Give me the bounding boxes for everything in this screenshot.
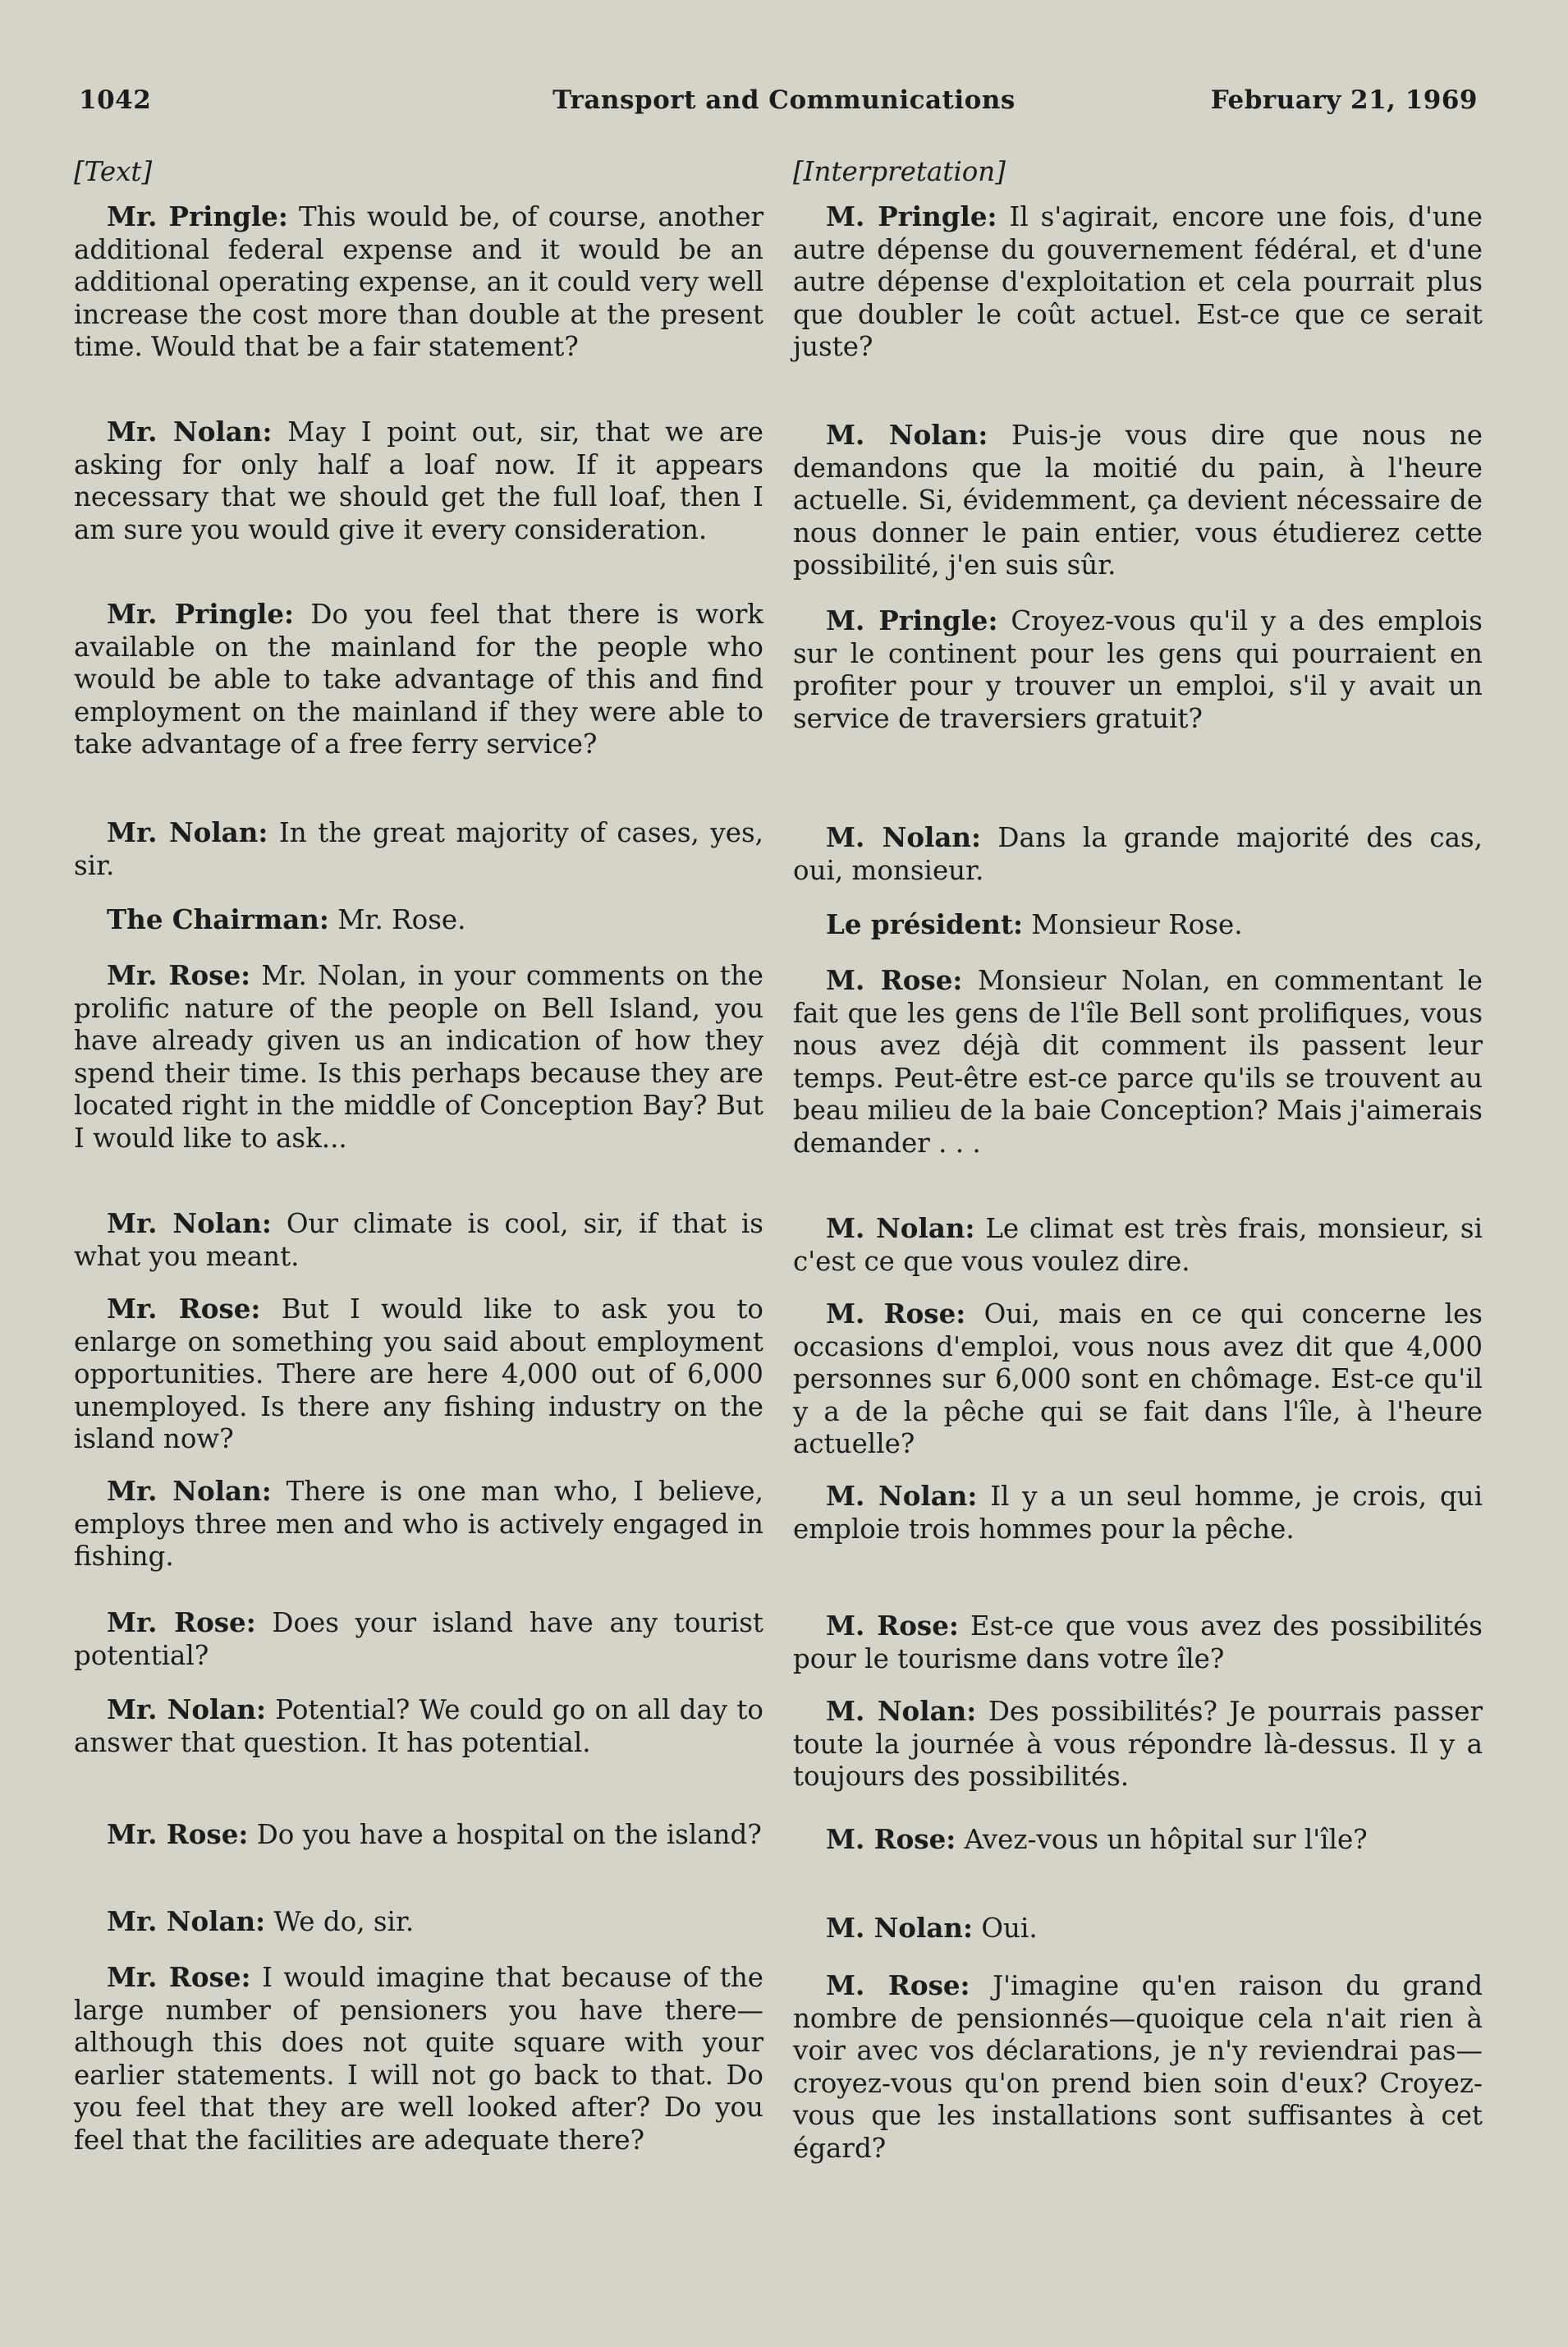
paragraph: [74, 1606, 763, 1672]
french-column: [793, 156, 1483, 2164]
speech-text: May I point out, sir, that we are asking for only half a loaf now. If it appears necessary that we should get the full loaf, then I am sure you would give it every consideration.: [74, 416, 763, 545]
running-title: Transport and Communications: [552, 85, 1016, 115]
speaker-name: M. Pringle:: [826, 200, 997, 232]
column-label-text: [Text]: [74, 156, 153, 187]
speaker-name: M. Nolan:: [826, 419, 988, 451]
speaker-name: Le président:: [826, 908, 1024, 940]
speaker-name: M. Nolan:: [826, 1212, 975, 1244]
speaker-name: Mr. Rose:: [107, 1293, 261, 1325]
speech-text: Do you have a hospital on the island?: [256, 1819, 762, 1850]
speaker-name: Mr. Pringle:: [107, 598, 295, 630]
paragraph: [793, 821, 1483, 887]
paragraph: [793, 1212, 1483, 1278]
speech-text: Our climate is cool, sir, if that is what you meant.: [74, 1208, 763, 1272]
paragraph: [793, 1695, 1483, 1794]
speech-text: Croyez-vous qu'il y a des emplois sur le continent pour les gens qui pourraient en profiter pour y trouver un emploi, s'il y avait un service de traversiers gratuit?: [793, 605, 1483, 734]
speaker-name: Mr. Nolan:: [107, 1693, 267, 1725]
speaker-name: Mr. Rose:: [107, 1818, 249, 1850]
speaker-name: M. Nolan:: [826, 1695, 977, 1727]
speaker-name: Mr. Rose:: [107, 1606, 256, 1638]
speech-text: Des possibilités? Je pourrais passer toute la journée à vous répondre là-dessus. Il y a toujours des possibilités.: [793, 1696, 1483, 1792]
speech-text: Il y a un seul homme, je crois, qui emploie trois hommes pour la pêche.: [793, 1481, 1483, 1545]
speaker-name: Mr. Nolan:: [107, 416, 273, 448]
speech-text: This would be, of course, another additional federal expense and it would be an additional operating expense, an it could very well increase the cost more than double at the present time. Would that be a fair statement?: [74, 201, 763, 362]
speech-text: Oui.: [981, 1913, 1038, 1944]
paragraph: [793, 1480, 1483, 1546]
speech-text: I would imagine that because of the large number of pensioners you have there—although this does not quite square with your earlier statements. I will not go back to that. Do you feel that they are well looked after? Do you feel that the facilities are adequate there?: [74, 1962, 763, 2156]
speaker-name: M. Rose:: [826, 1610, 959, 1642]
speech-text: Mr. Rose.: [337, 904, 466, 935]
speaker-name: M. Rose:: [826, 1823, 956, 1855]
paragraph: [74, 200, 763, 364]
speech-text: Est-ce que vous avez des possibilités pour le tourisme dans votre île?: [793, 1610, 1483, 1674]
paragraph: [793, 908, 1483, 942]
paragraph: [793, 1610, 1483, 1675]
speech-text: J'imagine qu'en raison du grand nombre de pensionnés—quoique cela n'ait rien à voir avec vos déclarations, je n'y reviendrai pas—croyez-vous qu'on prend bien soin d'eux? Croyez-vous que les installations sont suffisantes à cet égard?: [793, 1970, 1483, 2164]
paragraph: [74, 416, 763, 546]
paragraph: [74, 1818, 763, 1852]
speaker-name: M. Pringle:: [826, 604, 998, 636]
speech-text: Do you feel that there is work available on the mainland for the people who would be able to take advantage of this and find employment on the mainland if they were able to take advantage of a free ferry service?: [74, 599, 763, 760]
paragraph: [74, 1475, 763, 1573]
speaker-name: M. Rose:: [826, 1298, 966, 1330]
speaker-name: M. Rose:: [826, 1969, 970, 2001]
speaker-name: Mr. Pringle:: [107, 200, 288, 232]
paragraph: [793, 1969, 1483, 2165]
speech-text: There is one man who, I believe, employs three men and who is actively engaged in fishing.: [74, 1476, 763, 1572]
paragraph: [793, 604, 1483, 735]
speech-text: Le climat est très frais, monsieur, si c'est ce que vous voulez dire.: [793, 1213, 1483, 1277]
speaker-name: M. Nolan:: [826, 1912, 974, 1944]
speaker-name: The Chairman:: [107, 903, 329, 935]
speaker-name: Mr. Rose:: [107, 959, 251, 991]
paragraph: [74, 816, 763, 882]
page-date: February 21, 1969: [1210, 85, 1478, 115]
speech-text: We do, sir.: [273, 1906, 415, 1937]
paragraph: [74, 1961, 763, 2156]
speech-text: Potential? We could go on all day to answer that question. It has potential.: [74, 1694, 763, 1758]
paragraph: [74, 903, 763, 937]
speech-text: Monsieur Nolan, en commentant le fait que les gens de l'île Bell sont prolifiques, vous nous avez déjà dit comment ils passent leur temps. Peut-être est-ce parce qu'ils se trouvent au beau milieu de la baie Conception? Mais j'aimerais demander . . .: [793, 965, 1483, 1159]
speech-text: But I would like to ask you to enlarge on something you said about employment opportunities. There are here 4,000 out of 6,000 unemployed. Is there any fishing industry on the island now?: [74, 1293, 763, 1454]
paragraph: [74, 1693, 763, 1759]
paragraph: [793, 200, 1483, 364]
paragraph: [74, 1905, 763, 1939]
paragraph: [74, 1293, 763, 1456]
speech-text: In the great majority of cases, yes, sir.: [74, 817, 763, 881]
page-number: 1042: [79, 85, 152, 115]
speaker-name: Mr. Nolan:: [107, 1207, 272, 1239]
speech-text: Dans la grande majorité des cas, oui, monsieur.: [793, 822, 1483, 886]
speech-text: Avez-vous un hôpital sur l'île?: [964, 1824, 1368, 1855]
speaker-name: Mr. Nolan:: [107, 1905, 266, 1937]
speaker-name: Mr. Nolan:: [107, 1475, 272, 1507]
speaker-name: Mr. Nolan:: [107, 816, 268, 848]
speech-text: Puis-je vous dire que nous ne demandons que la moitié du pain, à l'heure actuelle. Si, évidemment, ça devient nécessaire de nous donner le pain entier, vous étudierez cette possibilité, j'en suis sûr.: [793, 420, 1483, 581]
speech-text: Oui, mais en ce qui concerne les occasions d'emploi, vous nous avez dit que 4,000 personnes sur 6,000 sont en chômage. Est-ce qu'il y a de la pêche qui se fait dans l'île, à l'heure actuelle?: [793, 1298, 1483, 1459]
paragraph: [74, 598, 763, 761]
paragraph: [793, 1823, 1483, 1857]
speech-text: Il s'agirait, encore une fois, d'une autre dépense du gouvernement fédéral, et d'une autre dépense d'exploitation et cela pourrait plus que doubler le coût actuel. Est-ce que ce serait juste?: [793, 201, 1483, 362]
paragraph: [793, 419, 1483, 582]
paragraph: [793, 964, 1483, 1160]
speech-text: Monsieur Rose.: [1031, 909, 1243, 940]
speech-text: Does your island have any tourist potential?: [74, 1607, 763, 1671]
speaker-name: M. Nolan:: [826, 1480, 978, 1512]
column-label-text: [Interpretation]: [793, 156, 1006, 187]
paragraph: [793, 1298, 1483, 1461]
speech-text: Mr. Nolan, in your comments on the prolific nature of the people on Bell Island, you have already given us an indication of how they spend their time. Is this perhaps because they are located right in the middle of Conception Bay? But I would like to ask...: [74, 960, 763, 1154]
paragraph: [74, 959, 763, 1155]
paragraph: [74, 1207, 763, 1273]
paragraph: [793, 1912, 1483, 1945]
speaker-name: M. Nolan:: [826, 821, 982, 853]
speaker-name: Mr. Rose:: [107, 1961, 251, 1993]
english-column: [74, 156, 763, 2156]
speaker-name: M. Rose:: [826, 964, 963, 996]
